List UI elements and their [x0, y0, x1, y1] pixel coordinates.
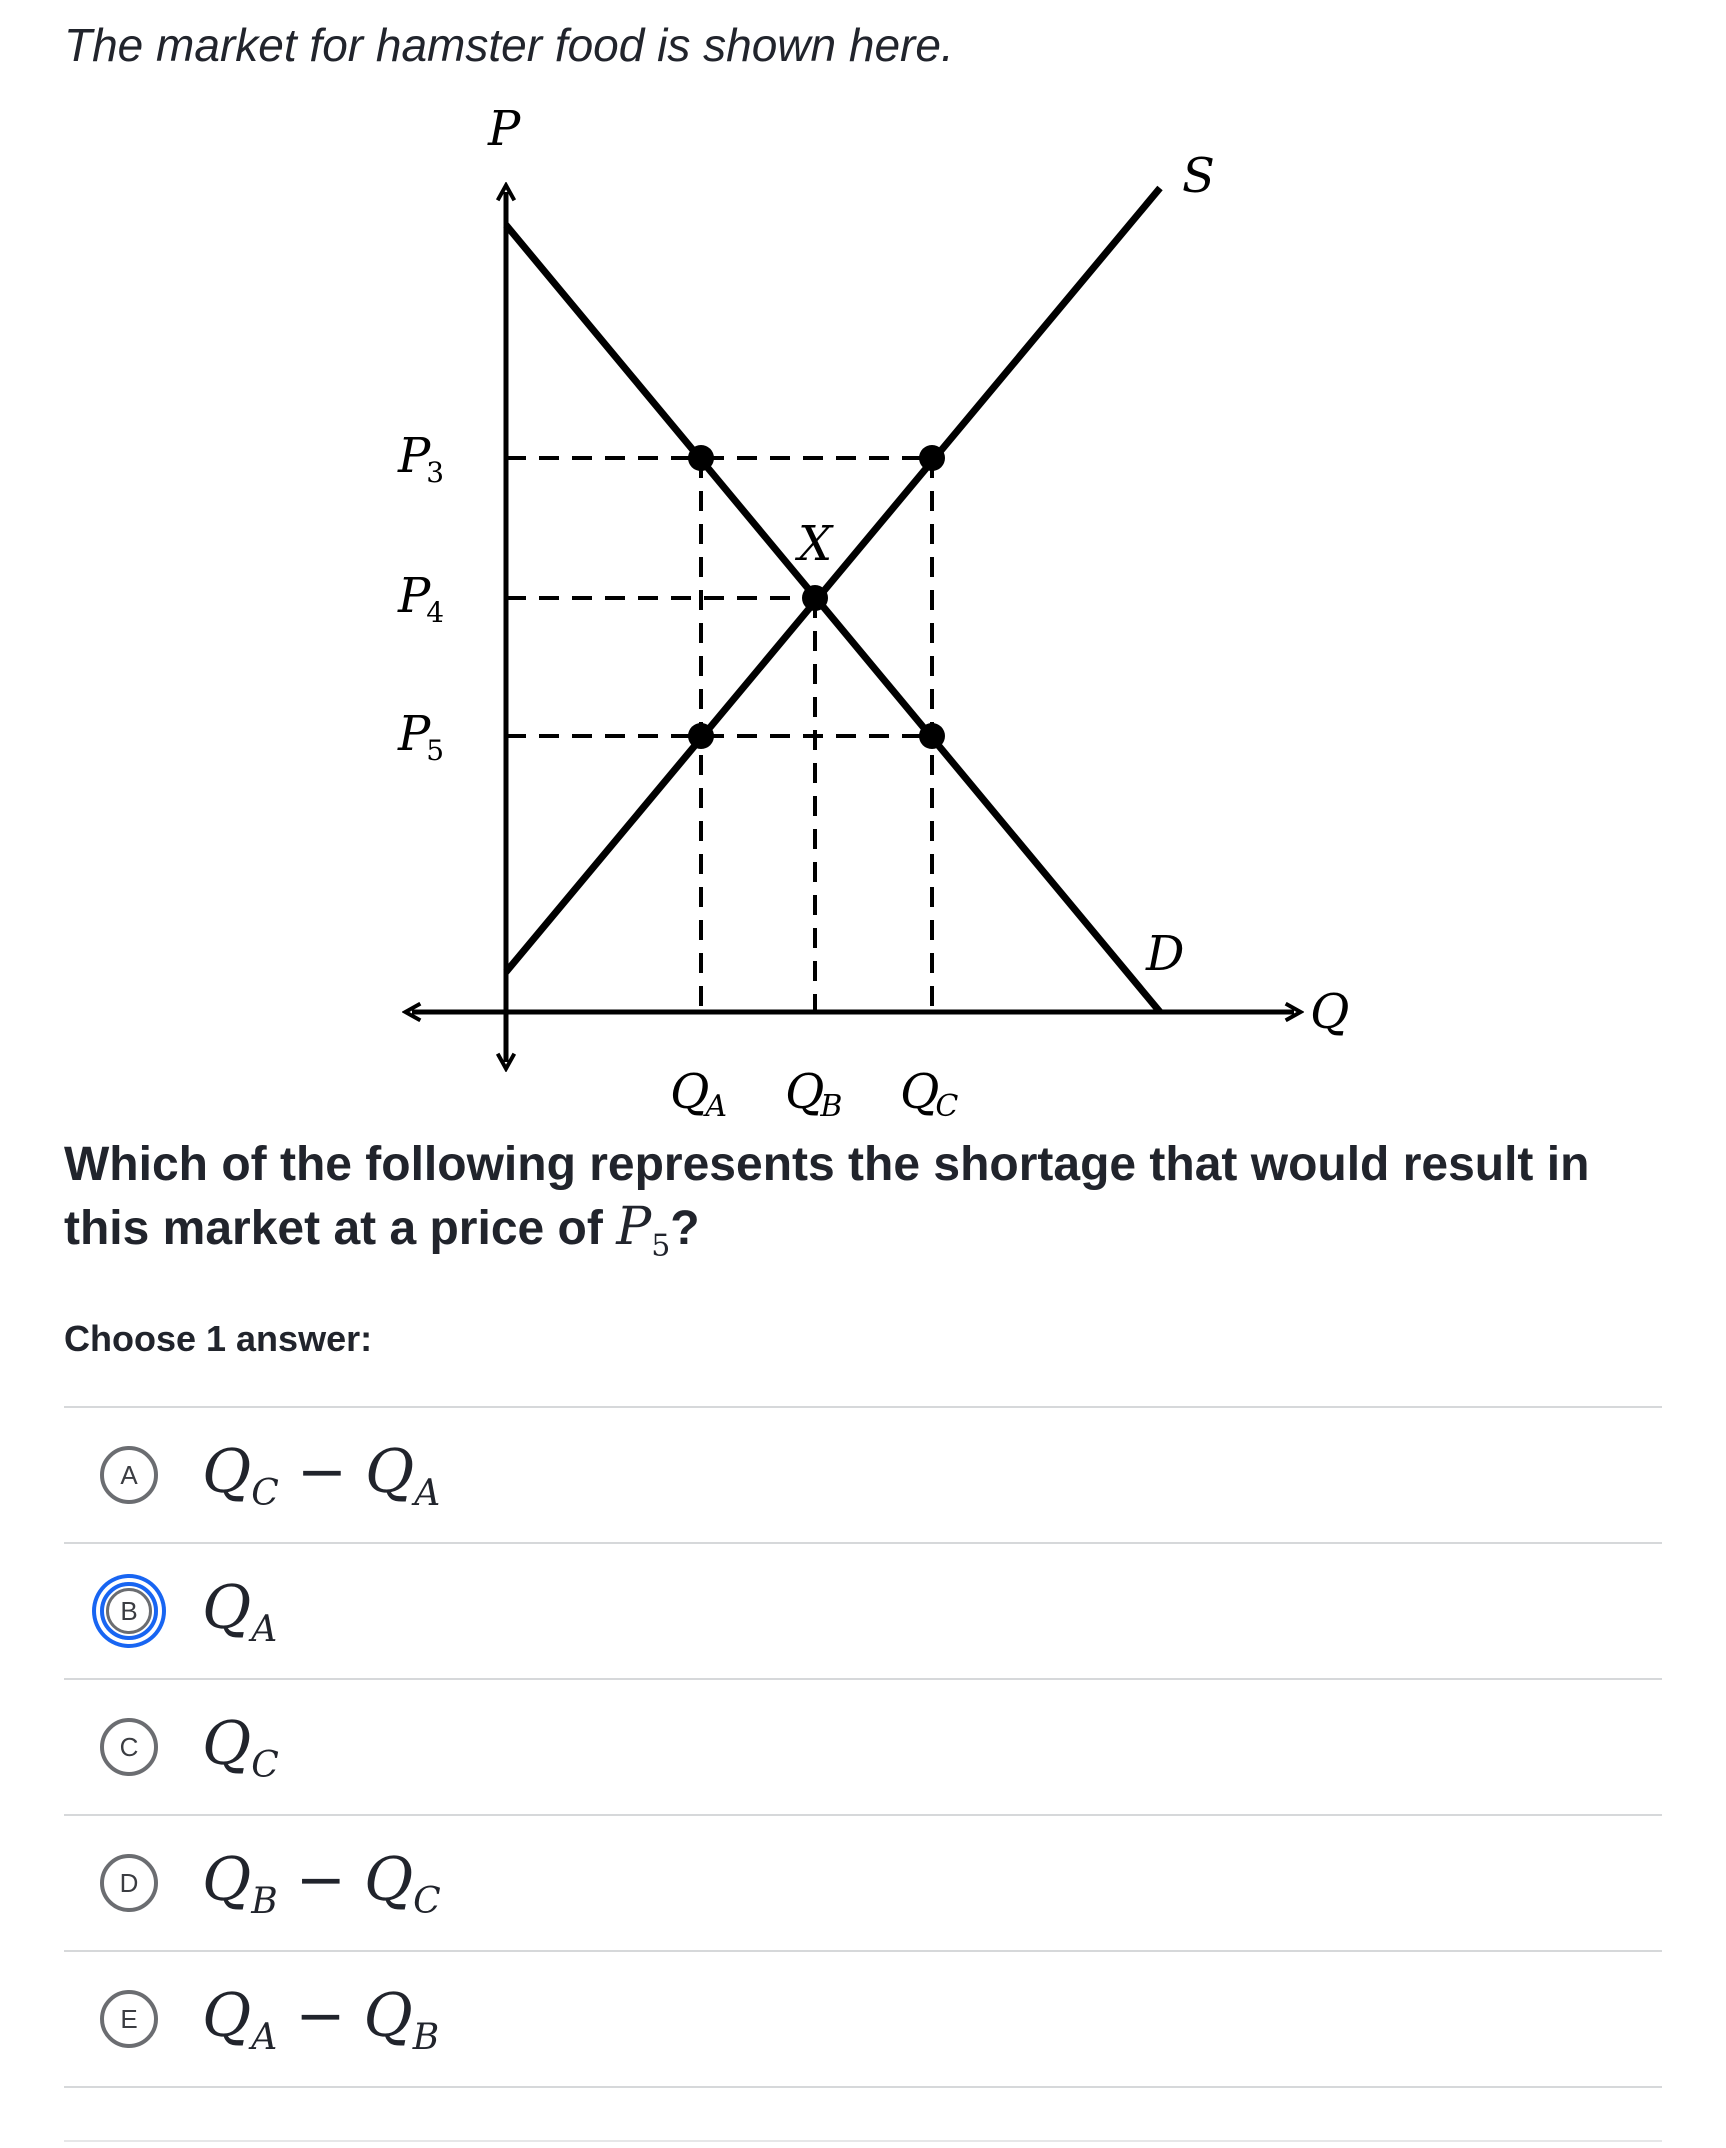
choice-c-letter: C [119, 1731, 139, 1762]
point-equilibrium [802, 585, 828, 611]
choice-e-expression: $Q_A - Q_B$ [202, 1980, 440, 2058]
demand-label: D [1146, 926, 1185, 982]
point-demand-p3 [688, 445, 714, 471]
quantity-label-qc: QC [900, 1064, 959, 1124]
question-var-main: P [616, 1197, 652, 1257]
choice-d-expression: $Q_B - Q_C$ [202, 1844, 441, 1922]
price-label-p4: P4 [398, 568, 445, 629]
choice-e-radio[interactable] [100, 1990, 158, 2048]
choice-c[interactable] [64, 1680, 1662, 1816]
quantity-label-qb: QB [785, 1064, 843, 1124]
y-axis-label: P [488, 101, 521, 157]
choice-e[interactable] [64, 1952, 1662, 2088]
answer-choices [64, 1406, 1662, 2088]
price-label-p5: P5 [398, 706, 445, 767]
choice-b-letter: B [120, 1595, 138, 1626]
choice-a-letter: A [120, 1459, 138, 1490]
bottom-divider [64, 2140, 1662, 2142]
choice-b-radio[interactable] [100, 1582, 158, 1640]
choice-a-radio[interactable] [100, 1446, 158, 1504]
choice-c-radio[interactable] [100, 1718, 158, 1776]
choice-b[interactable] [64, 1544, 1662, 1680]
choice-e-letter: E [120, 2003, 138, 2034]
supply-curve [506, 188, 1160, 972]
quantity-label-qa: QA [670, 1064, 728, 1124]
choice-b-expression: $Q_A$ [202, 1572, 278, 1650]
point-demand-p5 [919, 723, 945, 749]
intro-text: The market for hamster food is shown here. [64, 19, 954, 71]
question-prefix: Which of the following represents the shortage that would result in this market at a price of [64, 1138, 1590, 1255]
question-var-sub: 5 [651, 1228, 671, 1264]
x-axis-label: Q [1310, 984, 1350, 1040]
question-text [64, 1134, 1684, 1277]
choice-d-letter: D [119, 1867, 139, 1898]
choice-d[interactable] [64, 1816, 1662, 1952]
demand-curve [506, 225, 1160, 1012]
choice-d-radio[interactable] [100, 1854, 158, 1912]
question-suffix: ? [670, 1202, 700, 1255]
price-label-p3: P3 [398, 428, 445, 489]
point-supply-p3 [919, 445, 945, 471]
equilibrium-label: X [798, 516, 833, 572]
point-supply-p5 [688, 723, 714, 749]
question-price-var [616, 1197, 671, 1264]
choice-c-expression: $Q_C$ [202, 1708, 279, 1786]
supply-label: S [1182, 148, 1215, 204]
choice-a-expression: $Q_C - Q_A$ [202, 1436, 441, 1514]
choice-a[interactable] [64, 1408, 1662, 1544]
choose-prompt: Choose 1 answer: [64, 1318, 373, 1359]
